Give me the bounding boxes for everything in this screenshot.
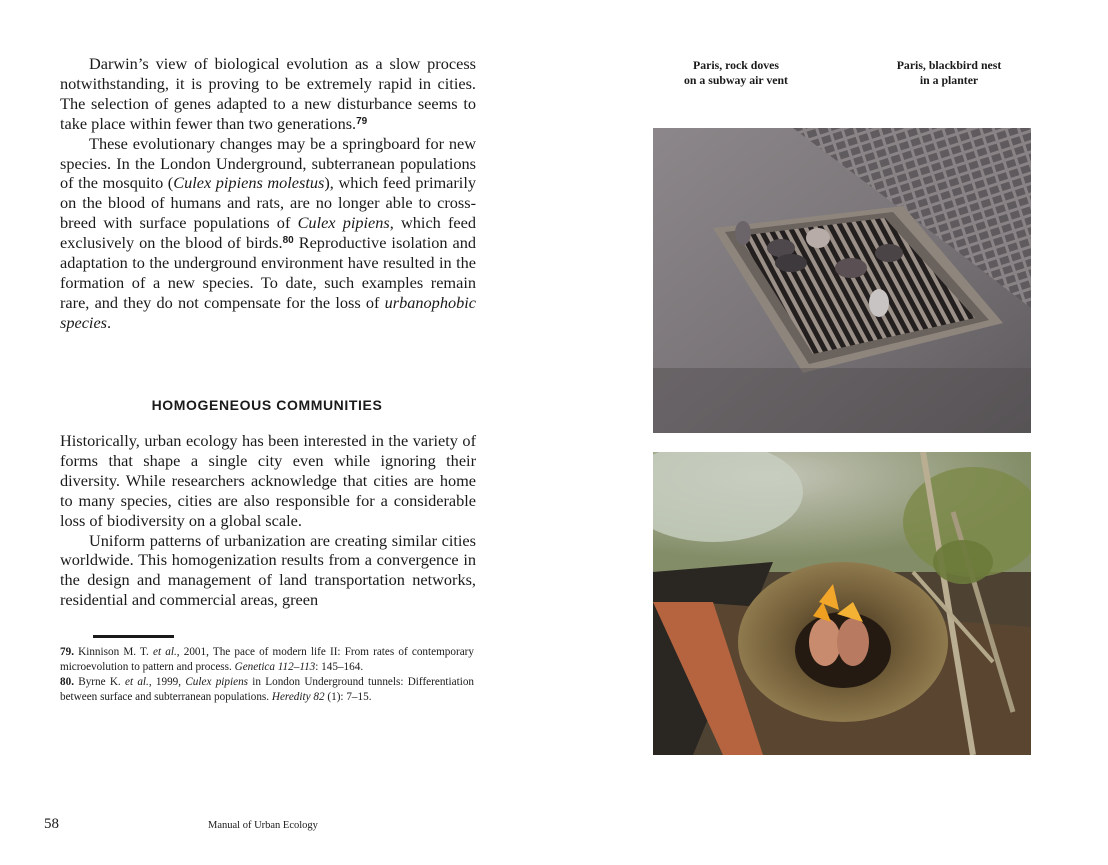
photo-blackbird-nest-image: [653, 452, 1031, 755]
caption-blackbird-nest: [880, 58, 1018, 88]
running-title: Manual of Urban Ecology: [208, 820, 318, 831]
paragraph-text: These evolutionary changes may be a springboard for new species. In the London Underground, subterranean populations of the mosquito (: [60, 133, 476, 193]
footnote-rule: [93, 635, 174, 638]
caption-line: in a planter: [919, 73, 979, 87]
caption-line: on a subway air vent: [683, 73, 788, 87]
page-number: 58: [44, 816, 59, 832]
paragraph-darwin: [60, 54, 476, 134]
footnote-text: , 2001, The pace of modern life II: From rates of contemporary microevolution to pattern and process.: [60, 646, 474, 673]
footnote-text: Kinnison M. T.: [73, 646, 154, 658]
caption-line: Paris, rock doves: [693, 58, 779, 72]
footnote-text: in London Underground tunnels: Differentiation between surface and subterranean populations.: [60, 676, 475, 703]
footnote-text: : 145–164.: [315, 661, 364, 673]
paragraph-historically: Historically, urban ecology has been interested in the variety of forms that shape a single city even while ignoring their diversity. While researchers acknowledge that cities are home to many species, cities are also responsible for a considerable loss of biodiversity on a global scale.: [60, 431, 476, 530]
photo-blackbird-nest[interactable]: [653, 452, 1031, 755]
paragraph-uniform: Uniform patterns of urbanization are creating similar cities worldwide. This homogenization results from a convergence in the design and management of land transportation networks, residential and commercial areas, green: [60, 530, 476, 610]
footnote-italic: Genetica 112–113: [234, 661, 316, 673]
section-heading: HOMOGENEOUS COMMUNITIES: [151, 397, 383, 413]
paragraph-text: , which feed exclusively on the blood of birds.: [60, 213, 477, 253]
footnote-80: [60, 675, 474, 705]
paragraph-text: Reproductive isolation and adaptation to the underground environment have resulted in the formation of a new species. To date, such examples remain rare, and they do not compensate for the loss of: [60, 233, 477, 312]
footnotes: [60, 645, 474, 705]
caption-rock-doves: [670, 58, 802, 88]
footnote-text: , 1999,: [148, 676, 186, 688]
footnote-italic: Heredity 82: [271, 691, 325, 703]
paragraph-text: .: [107, 312, 112, 332]
body-text-column-2: [60, 431, 476, 610]
footnote-79: [60, 645, 474, 675]
species-name: Culex pipiens molestus: [173, 173, 325, 193]
paragraph-text: Darwin’s view of biological evolution as a slow process notwithstanding, it is proving to be extremely rapid in cities. The selection of genes adapted to a new disturbance seems to take place within fewer than two generations.: [60, 54, 476, 133]
photo-rock-doves-image: [653, 128, 1031, 433]
footnote-italic: Culex pipiens: [185, 676, 249, 688]
body-text-column: [60, 54, 476, 333]
caption-line: Paris, blackbird nest: [896, 58, 1002, 72]
footnote-italic: et al.: [125, 676, 149, 688]
footnote-number: 80.: [60, 676, 74, 688]
photo-rock-doves[interactable]: [653, 128, 1031, 433]
footnote-text: (1): 7–15.: [324, 691, 372, 703]
footnote-ref-80[interactable]: 80: [282, 235, 294, 247]
paragraph-text: ), which feed primarily on the blood of humans and rats, are no longer able to cross-breed with surface populations of: [60, 173, 476, 233]
emphasis-term: urbanophobic species: [60, 292, 476, 332]
footnote-italic: et al.: [153, 646, 177, 658]
footnote-text: Byrne K.: [73, 676, 125, 688]
species-name: Culex pipiens: [297, 213, 390, 233]
footnote-number: 79.: [60, 646, 74, 658]
footnote-ref-79[interactable]: 79: [356, 115, 368, 127]
paragraph-species: [60, 134, 476, 333]
